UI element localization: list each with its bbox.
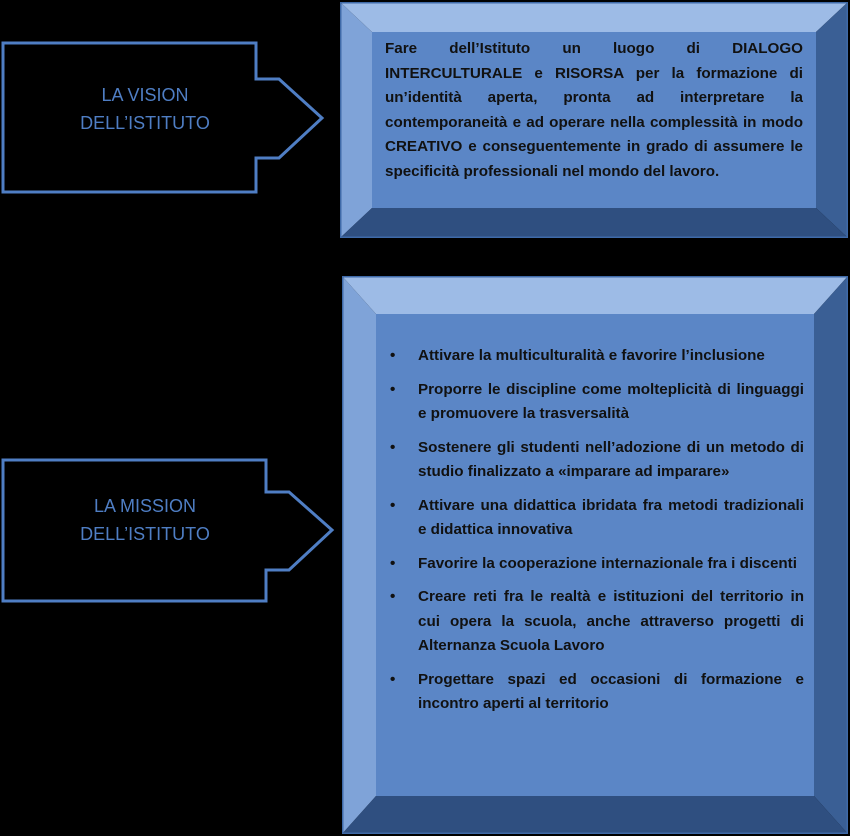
vision-label: LA VISION DELL’ISTITUTO [80,85,210,133]
bullet-icon: • [390,670,396,688]
bullet-icon: • [390,588,396,605]
mission-label: LA MISSION DELL’ISTITUTO [80,496,210,544]
mission-item-text: Creare reti fra le realtà e istituzioni del territorio in cui opera la scuola, anche attraverso progetti di Alternanza Scuola Lavoro [418,588,804,654]
mission-item-text: Favorire la cooperazione internazionale fra i discenti [418,554,797,572]
mission-item-text: Proporre le discipline come molteplicità di linguaggi e promuovere la trasversalità [418,380,804,422]
vision-box [340,2,848,238]
vision-text: Fare dell’Istituto un luogo di DIALOGO INTERCULTURALE e RISORSA per la formazione di un’identità aperta, pronta ad interpretare la contemporaneità e ad operare nella complessità in modo CREATIVO e conseguentemente in grado di assumere le specificità professionali nel mondo del lavoro. [385,40,803,180]
mission-box [342,276,848,834]
bullet-icon: • [390,438,396,456]
mission-item [390,552,804,577]
bullet-icon: • [390,380,396,398]
mission-item [390,585,804,659]
mission-item [390,668,804,717]
bullet-icon: • [390,554,396,572]
mission-item-text: Attivare la multiculturalità e favorire l’inclusione [418,347,765,364]
mission-list [390,344,804,717]
mission-item-text: Progettare spazi ed occasioni di formazione e incontro aperti al territorio [418,670,804,712]
mission-item [390,494,804,543]
mission-item [390,344,804,369]
bullet-icon: • [390,347,396,364]
bullet-icon: • [390,496,396,514]
mission-item [390,436,804,485]
mission-list-container [390,344,804,726]
mission-item-text: Sostenere gli studenti nell’adozione di un metodo di studio finalizzato a «imparare ad imparare» [418,438,804,480]
mission-item-text: Attivare una didattica ibridata fra metodi tradizionali e didattica innovativa [418,496,804,538]
mission-item [390,378,804,427]
